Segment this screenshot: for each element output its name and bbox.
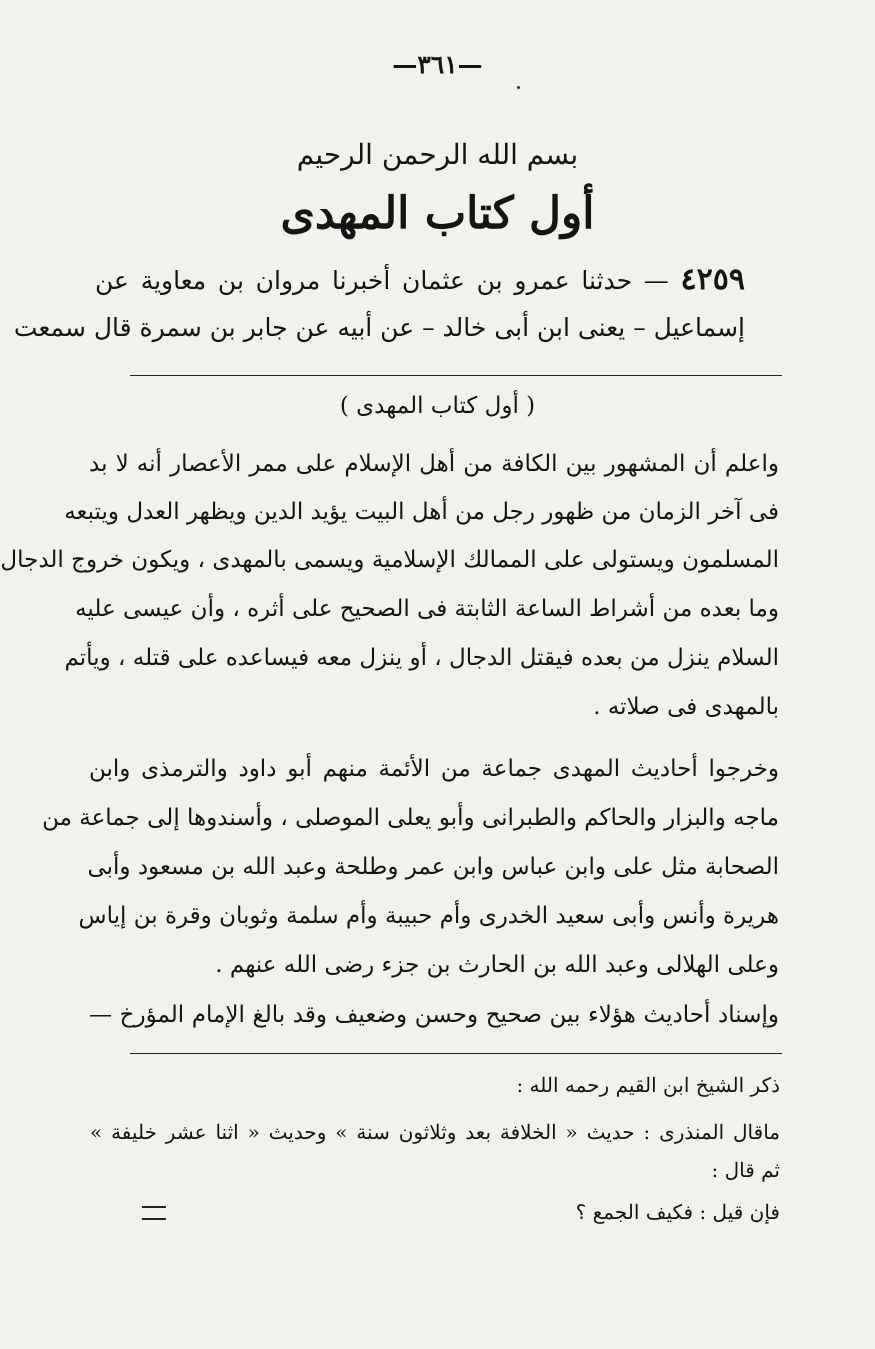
commentary-line: وخرجوا أحاديث المهدى جماعة من الأئمة منهم أبو داود والترمذى وابن xyxy=(89,756,779,782)
hadith-text-1: — حدثنا عمرو بن عثمان أخبرنا مروان بن معاوية عن xyxy=(95,266,669,295)
end-mark xyxy=(142,1206,166,1220)
hadith-line-2: إسماعيل – يعنى ابن أبى خالد – عن أبيه عن جابر بن سمرة قال سمعت xyxy=(13,313,745,342)
footnote-line: فإن قيل : فكيف الجمع ؟ xyxy=(575,1200,780,1224)
page-number: —٣٦١— xyxy=(392,50,483,79)
commentary-line: فى آخر الزمان من ظهور رجل من أهل البيت يؤيد الدين ويظهر العدل ويتبعه xyxy=(64,499,779,525)
footnote-line: ماقال المنذرى : حديث « الخلافة بعد وثلاثون سنة » وحديث « اثنا عشر خليفة » xyxy=(90,1120,780,1144)
commentary-line: هريرة وأنس وأبى سعيد الخدرى وأم حبيبة وأم سلمة وثوبان وقرة بن إياس xyxy=(78,903,779,929)
commentary-line: وإسناد أحاديث هؤلاء بين صحيح وحسن وضعيف وقد بالغ الإمام المؤرخ — xyxy=(89,1002,779,1028)
commentary-line: واعلم أن المشهور بين الكافة من أهل الإسلام على ممر الأعصار أنه لا بد xyxy=(89,451,779,477)
commentary-line: الصحابة مثل على وابن عباس وابن عمر وطلحة وعبد الله بن مسعود وأبى xyxy=(87,854,779,880)
footnote-line: ثم قال : xyxy=(711,1158,780,1182)
footnote-divider xyxy=(130,1053,782,1054)
hadith-number: ٤٢٥٩ xyxy=(680,262,745,297)
commentary-heading: ( أول كتاب المهدى ) xyxy=(339,393,536,419)
commentary-line: وعلى الهلالى وعبد الله بن الحارث بن جزء رضى الله عنهم . xyxy=(215,952,779,978)
commentary-line: ماجه والبزار والحاكم والطبرانى وأبو يعلى الموصلى ، وأسندوها إلى جماعة من xyxy=(42,805,779,831)
commentary-line: وما بعده من أشراط الساعة الثابتة فى الصحيح على أثره ، وأن عيسى عليه xyxy=(75,596,779,622)
commentary-line: المسلمون ويستولى على الممالك الإسلامية ويسمى بالمهدى ، ويكون خروج الدجال xyxy=(0,547,779,573)
hadith-line-1 xyxy=(95,262,745,297)
section-divider xyxy=(130,375,782,376)
stray-dot xyxy=(517,86,520,89)
book-title: أول كتاب المهدى xyxy=(280,188,595,239)
commentary-line: بالمهدى فى صلاته . xyxy=(593,694,779,720)
basmala: بسم الله الرحمن الرحيم xyxy=(296,138,579,171)
footnote-line: ذكر الشيخ ابن القيم رحمه الله : xyxy=(516,1073,780,1097)
commentary-line: السلام ينزل من بعده فيقتل الدجال ، أو ينزل معه فيساعده على قتله ، ويأتم xyxy=(64,645,779,671)
